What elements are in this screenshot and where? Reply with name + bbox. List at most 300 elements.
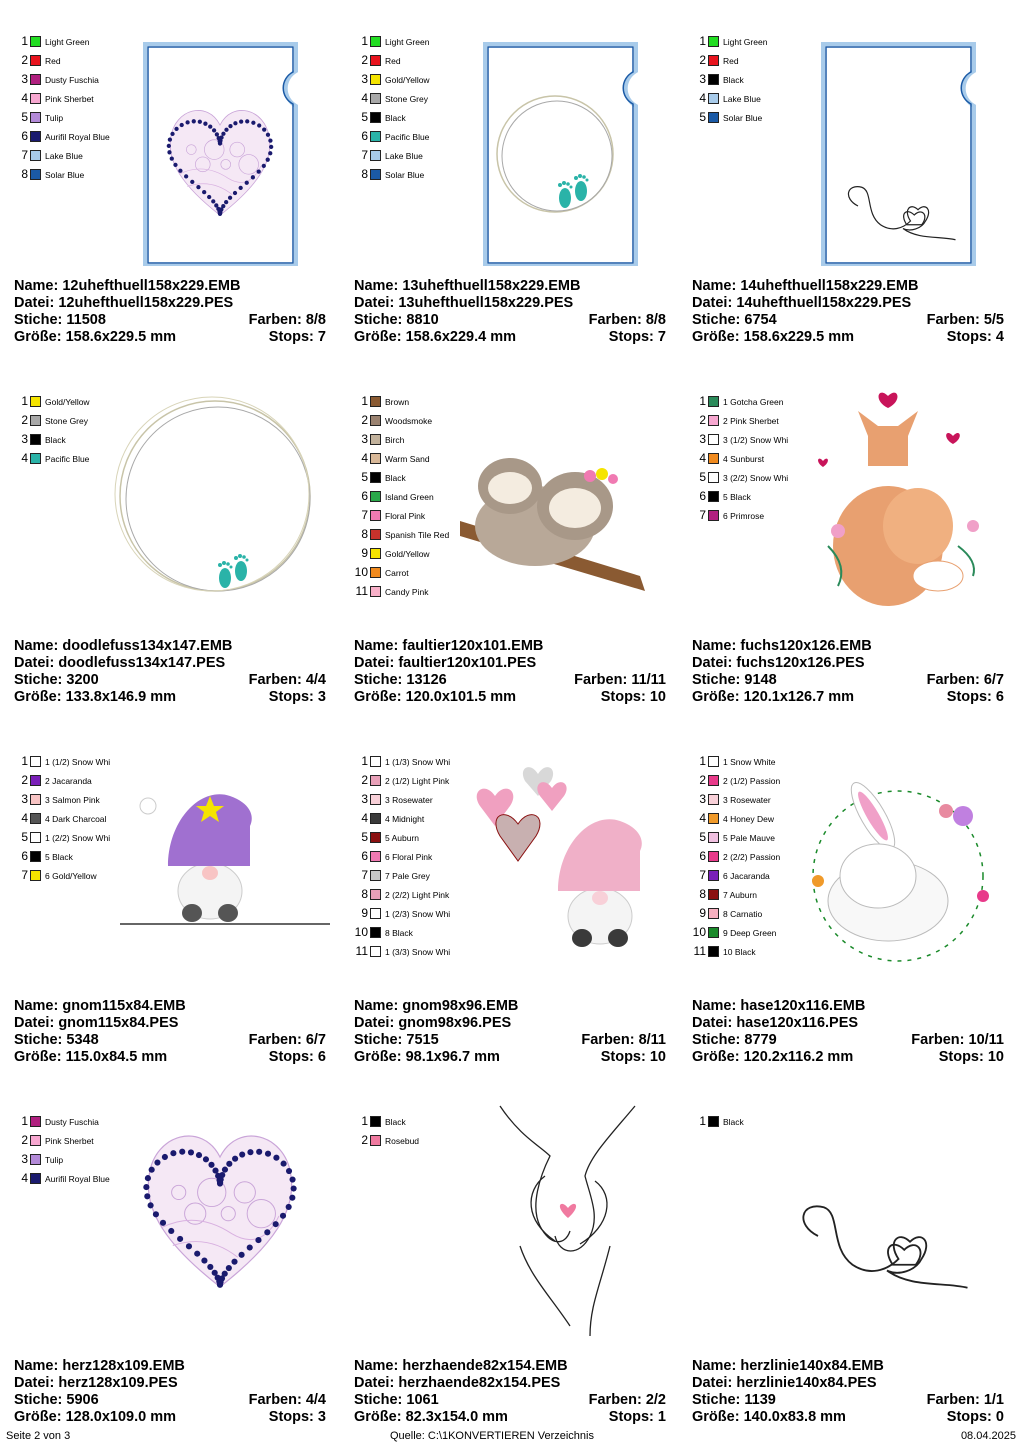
stop-count: Stops: 0	[946, 1409, 1004, 1425]
design-file: Datei: herzhaende82x154.PES	[354, 1375, 561, 1391]
color-name: Lake Blue	[723, 93, 761, 104]
color-name: Aurifil Royal Blue	[45, 1173, 110, 1184]
color-name: Pink Sherbet	[45, 1135, 94, 1146]
design-name: Name: faultier120x101.EMB	[354, 638, 544, 654]
heartline-folder-icon	[778, 16, 1008, 266]
design-file: Datei: herzlinie140x84.PES	[692, 1375, 877, 1391]
design-info	[14, 1358, 326, 1426]
color-swatch	[30, 93, 41, 104]
color-name: Black	[385, 472, 406, 483]
design-info	[354, 1358, 666, 1426]
color-name: Light Green	[385, 36, 430, 47]
design-file: Datei: hase120x116.PES	[692, 1015, 859, 1031]
color-number: 2	[361, 1133, 368, 1147]
color-name: 1 (1/3) Snow Whi	[385, 756, 451, 767]
color-name: Solar Blue	[45, 169, 85, 180]
color-number: 8	[361, 887, 368, 901]
color-name: 1 Gotcha Green	[723, 396, 784, 407]
design-size: Größe: 158.6x229.5 mm	[692, 329, 855, 345]
color-name: Floral Pink	[385, 510, 426, 521]
design-file: Datei: 13uhefthuell158x229.PES	[354, 295, 574, 311]
color-swatch	[30, 55, 41, 66]
color-swatch	[370, 927, 381, 938]
color-number: 2	[699, 413, 706, 427]
color-count: Farben: 10/11	[911, 1032, 1004, 1048]
design-size: Größe: 115.0x84.5 mm	[14, 1049, 168, 1065]
color-count: Farben: 4/4	[248, 672, 326, 688]
color-number: 8	[361, 527, 368, 541]
color-number: 11	[693, 944, 706, 958]
color-number: 2	[21, 1133, 28, 1147]
design-info	[14, 278, 326, 346]
color-swatch	[708, 1116, 719, 1127]
color-swatch	[370, 775, 381, 786]
color-name: Gold/Yellow	[385, 548, 430, 559]
footer-date: 08.04.2025	[960, 1430, 1016, 1442]
color-number: 10	[354, 565, 368, 579]
color-number: 2	[21, 773, 28, 787]
design-file: Datei: doodlefuss134x147.PES	[14, 655, 226, 671]
color-name: Brown	[385, 396, 410, 407]
color-number: 3	[21, 1152, 28, 1166]
color-name: 2 (1/2) Passion	[723, 775, 781, 786]
color-name: 2 (1/2) Light Pink	[385, 775, 450, 786]
color-number: 1	[21, 34, 28, 48]
design-info	[14, 638, 326, 706]
color-name: Candy Pink	[385, 586, 429, 597]
color-swatch	[370, 851, 381, 862]
color-number: 10	[692, 925, 706, 939]
design-card	[0, 728, 338, 1088]
color-name: 5 Black	[723, 491, 751, 502]
color-number: 7	[361, 868, 368, 882]
stop-count: Stops: 3	[268, 689, 326, 705]
color-swatch	[370, 567, 381, 578]
color-number: 3	[699, 792, 706, 806]
stitch-count: Stiche: 7515	[354, 1032, 439, 1048]
color-swatch	[370, 529, 381, 540]
design-file: Datei: 14uhefthuell158x229.PES	[692, 295, 912, 311]
color-number: 6	[699, 489, 706, 503]
color-swatch	[30, 396, 41, 407]
color-swatch	[708, 908, 719, 919]
color-name: Red	[385, 55, 401, 66]
color-swatch	[370, 756, 381, 767]
color-count: Farben: 1/1	[926, 1392, 1004, 1408]
color-number: 3	[361, 432, 368, 446]
color-swatch	[708, 93, 719, 104]
color-swatch	[708, 756, 719, 767]
color-count: Farben: 6/7	[926, 672, 1004, 688]
color-number: 7	[699, 508, 706, 522]
color-name: Black	[385, 1116, 406, 1127]
design-file: Datei: gnom98x96.PES	[354, 1015, 512, 1031]
design-size: Größe: 128.0x109.0 mm	[14, 1409, 177, 1425]
color-number: 4	[21, 811, 28, 825]
color-number: 5	[699, 830, 706, 844]
color-swatch	[708, 794, 719, 805]
design-info	[692, 1358, 1004, 1426]
design-file: Datei: fuchs120x126.PES	[692, 655, 865, 671]
stop-count: Stops: 10	[600, 1049, 666, 1065]
color-name: Aurifil Royal Blue	[45, 131, 110, 142]
color-swatch	[708, 396, 719, 407]
color-number: 4	[699, 91, 706, 105]
color-swatch	[30, 870, 41, 881]
color-number: 1	[699, 1114, 706, 1128]
color-name: Lake Blue	[385, 150, 423, 161]
design-info	[692, 638, 1004, 706]
color-swatch	[370, 794, 381, 805]
color-number: 4	[361, 451, 368, 465]
design-file: Datei: gnom115x84.PES	[14, 1015, 179, 1031]
color-name: Spanish Tile Red	[385, 529, 450, 540]
design-size: Größe: 133.8x146.9 mm	[14, 689, 177, 705]
color-name: 2 Pink Sherbet	[723, 415, 779, 426]
color-swatch	[370, 131, 381, 142]
design-card	[340, 368, 678, 728]
color-swatch	[30, 832, 41, 843]
color-name: 3 (1/2) Snow Whi	[723, 434, 789, 445]
design-card	[340, 8, 678, 368]
color-swatch	[370, 396, 381, 407]
color-count: Farben: 8/8	[248, 312, 326, 328]
color-swatch	[370, 908, 381, 919]
color-swatch	[708, 832, 719, 843]
color-swatch	[370, 453, 381, 464]
color-number: 7	[361, 508, 368, 522]
design-name: Name: herz128x109.EMB	[14, 1358, 185, 1374]
color-swatch	[30, 169, 41, 180]
color-name: 4 Midnight	[385, 813, 425, 824]
design-card	[678, 368, 1016, 728]
color-number: 8	[21, 167, 28, 181]
color-number: 1	[21, 754, 28, 768]
color-name: Woodsmoke	[385, 415, 433, 426]
color-swatch	[30, 1116, 41, 1127]
color-number: 7	[21, 148, 28, 162]
design-name: Name: gnom98x96.EMB	[354, 998, 519, 1014]
design-name: Name: herzlinie140x84.EMB	[692, 1358, 884, 1374]
color-name: Dusty Fuschia	[45, 1116, 99, 1127]
color-number: 7	[699, 868, 706, 882]
color-swatch	[708, 36, 719, 47]
color-number: 4	[361, 811, 368, 825]
color-swatch	[370, 586, 381, 597]
color-number: 1	[699, 754, 706, 768]
design-info	[354, 278, 666, 346]
color-swatch	[370, 548, 381, 559]
color-swatch	[30, 434, 41, 445]
color-number: 4	[21, 91, 28, 105]
color-number: 9	[361, 546, 368, 560]
color-name: 3 (2/2) Snow Whi	[723, 472, 789, 483]
color-name: 6 Gold/Yellow	[45, 870, 97, 881]
color-name: 7 Auburn	[723, 889, 758, 900]
footer-source: Quelle: C:\1KONVERTIEREN Verzeichnis	[390, 1430, 594, 1442]
stitch-count: Stiche: 13126	[354, 672, 447, 688]
design-card	[678, 8, 1016, 368]
color-swatch	[30, 794, 41, 805]
stitch-count: Stiche: 1061	[354, 1392, 439, 1408]
color-swatch	[708, 491, 719, 502]
color-swatch	[30, 851, 41, 862]
color-name: Light Green	[45, 36, 90, 47]
color-name: Pacific Blue	[45, 453, 90, 464]
design-file: Datei: 12uhefthuell158x229.PES	[14, 295, 234, 311]
color-count: Farben: 6/7	[248, 1032, 326, 1048]
color-swatch	[708, 870, 719, 881]
color-number: 6	[361, 489, 368, 503]
color-swatch	[708, 55, 719, 66]
color-swatch	[30, 36, 41, 47]
design-name: Name: 13uhefthuell158x229.EMB	[354, 278, 581, 294]
color-swatch	[708, 946, 719, 957]
stitch-count: Stiche: 11508	[14, 312, 106, 328]
color-number: 4	[361, 91, 368, 105]
color-swatch	[370, 889, 381, 900]
fox-icon	[778, 376, 1008, 626]
design-size: Größe: 82.3x154.0 mm	[354, 1409, 508, 1425]
color-number: 11	[355, 944, 368, 958]
color-number: 10	[354, 925, 368, 939]
color-swatch	[30, 1173, 41, 1184]
color-name: 2 Jacaranda	[45, 775, 92, 786]
color-name: Lake Blue	[45, 150, 83, 161]
color-swatch	[30, 150, 41, 161]
stitch-count: Stiche: 6754	[692, 312, 777, 328]
color-name: 7 Pale Grey	[385, 870, 430, 881]
design-name: Name: hase120x116.EMB	[692, 998, 866, 1014]
color-name: 8 Carnatio	[723, 908, 763, 919]
design-card	[678, 1088, 1016, 1448]
color-swatch	[370, 946, 381, 957]
color-name: Red	[723, 55, 739, 66]
color-number: 1	[699, 34, 706, 48]
color-count: Farben: 8/8	[588, 312, 666, 328]
color-swatch	[708, 415, 719, 426]
color-swatch	[708, 889, 719, 900]
design-card	[678, 728, 1016, 1088]
color-swatch	[370, 870, 381, 881]
gnome-balloons-icon	[440, 736, 670, 986]
color-count: Farben: 4/4	[248, 1392, 326, 1408]
color-name: Solar Blue	[723, 112, 763, 123]
color-name: 4 Honey Dew	[723, 813, 775, 824]
feet-folder-icon	[440, 16, 670, 266]
stop-count: Stops: 3	[268, 1409, 326, 1425]
color-swatch	[370, 74, 381, 85]
design-card	[340, 1088, 678, 1448]
design-info	[692, 278, 1004, 346]
color-number: 1	[699, 394, 706, 408]
stitch-count: Stiche: 8810	[354, 312, 439, 328]
color-number: 1	[21, 394, 28, 408]
color-number: 1	[361, 34, 368, 48]
stitch-count: Stiche: 1139	[692, 1392, 776, 1408]
color-swatch	[30, 112, 41, 123]
color-name: 1 (2/3) Snow Whi	[385, 908, 451, 919]
color-swatch	[370, 55, 381, 66]
color-swatch	[370, 36, 381, 47]
design-size: Größe: 120.2x116.2 mm	[692, 1049, 854, 1065]
color-swatch	[370, 832, 381, 843]
heart-mandala-icon	[100, 1096, 330, 1346]
color-number: 1	[361, 754, 368, 768]
color-number: 5	[21, 830, 28, 844]
color-number: 5	[361, 470, 368, 484]
color-number: 6	[361, 129, 368, 143]
color-number: 9	[361, 906, 368, 920]
color-number: 2	[699, 773, 706, 787]
color-number: 3	[361, 72, 368, 86]
color-number: 3	[21, 792, 28, 806]
color-name: Carrot	[385, 567, 409, 578]
color-name: 1 (3/3) Snow Whi	[385, 946, 451, 957]
color-number: 6	[21, 849, 28, 863]
color-number: 1	[361, 1114, 368, 1128]
color-number: 3	[21, 72, 28, 86]
design-name: Name: doodlefuss134x147.EMB	[14, 638, 233, 654]
color-name: Rosebud	[385, 1135, 420, 1146]
color-swatch	[708, 775, 719, 786]
color-name: Stone Grey	[45, 415, 88, 426]
color-number: 2	[361, 53, 368, 67]
stitch-count: Stiche: 8779	[692, 1032, 777, 1048]
color-swatch	[708, 434, 719, 445]
color-name: 1 (2/2) Snow Whi	[45, 832, 111, 843]
color-swatch	[708, 851, 719, 862]
color-number: 7	[21, 868, 28, 882]
design-info	[354, 638, 666, 706]
design-size: Größe: 120.1x126.7 mm	[692, 689, 855, 705]
color-swatch	[708, 510, 719, 521]
design-name: Name: gnom115x84.EMB	[14, 998, 186, 1014]
color-name: Birch	[385, 434, 405, 445]
design-card	[0, 1088, 338, 1448]
color-swatch	[370, 1116, 381, 1127]
color-swatch	[30, 813, 41, 824]
design-file: Datei: faultier120x101.PES	[354, 655, 537, 671]
color-name: 10 Black	[723, 946, 756, 957]
color-number: 5	[699, 470, 706, 484]
heart-folder-icon	[100, 16, 330, 266]
design-name: Name: 12uhefthuell158x229.EMB	[14, 278, 241, 294]
doodle-feet-icon	[100, 376, 330, 626]
color-name: Island Green	[385, 491, 434, 502]
color-swatch	[30, 1135, 41, 1146]
color-name: 6 Jacaranda	[723, 870, 770, 881]
design-info	[692, 998, 1004, 1066]
design-size: Größe: 158.6x229.4 mm	[354, 329, 517, 345]
color-count: Farben: 11/11	[574, 672, 666, 688]
design-card	[0, 368, 338, 728]
color-name: 4 Sunburst	[723, 453, 765, 464]
color-number: 2	[21, 413, 28, 427]
stop-count: Stops: 7	[268, 329, 326, 345]
color-swatch	[370, 472, 381, 483]
color-name: Black	[385, 112, 406, 123]
color-number: 1	[21, 1114, 28, 1128]
color-name: 8 Black	[385, 927, 413, 938]
color-number: 2	[361, 413, 368, 427]
color-number: 5	[361, 110, 368, 124]
bunny-wreath-icon	[778, 736, 1008, 986]
color-name: Light Green	[723, 36, 768, 47]
color-number: 3	[699, 432, 706, 446]
design-name: Name: herzhaende82x154.EMB	[354, 1358, 568, 1374]
color-name: 3 Salmon Pink	[45, 794, 100, 805]
stop-count: Stops: 10	[938, 1049, 1004, 1065]
color-name: Stone Grey	[385, 93, 428, 104]
color-name: Pink Sherbet	[45, 93, 94, 104]
color-swatch	[708, 472, 719, 483]
gnome-purple-icon	[100, 736, 330, 986]
color-name: Gold/Yellow	[385, 74, 430, 85]
design-info	[14, 998, 326, 1066]
heart-hands-icon	[440, 1096, 670, 1346]
color-name: 6 Floral Pink	[385, 851, 433, 862]
color-number: 8	[361, 167, 368, 181]
stitch-count: Stiche: 5906	[14, 1392, 99, 1408]
color-count: Farben: 2/2	[588, 1392, 666, 1408]
color-name: Red	[45, 55, 61, 66]
color-swatch	[30, 756, 41, 767]
design-card	[340, 728, 678, 1088]
stop-count: Stops: 6	[268, 1049, 326, 1065]
color-name: Black	[723, 74, 744, 85]
color-number: 5	[21, 110, 28, 124]
color-swatch	[370, 1135, 381, 1146]
color-swatch	[708, 927, 719, 938]
color-name: 2 (2/2) Light Pink	[385, 889, 450, 900]
color-count: Farben: 8/11	[581, 1032, 666, 1048]
color-swatch	[370, 169, 381, 180]
color-number: 8	[699, 887, 706, 901]
color-swatch	[370, 150, 381, 161]
color-number: 3	[21, 432, 28, 446]
design-size: Größe: 120.0x101.5 mm	[354, 689, 517, 705]
color-name: 5 Pale Mauve	[723, 832, 775, 843]
color-name: 5 Black	[45, 851, 73, 862]
color-number: 4	[21, 451, 28, 465]
color-swatch	[370, 510, 381, 521]
color-swatch	[370, 415, 381, 426]
color-name: Tulip	[45, 112, 64, 123]
color-swatch	[30, 131, 41, 142]
color-swatch	[30, 453, 41, 464]
color-number: 11	[355, 584, 368, 598]
color-swatch	[30, 1154, 41, 1165]
color-name: Tulip	[45, 1154, 64, 1165]
color-number: 9	[699, 906, 706, 920]
color-name: Pacific Blue	[385, 131, 430, 142]
design-size: Größe: 98.1x96.7 mm	[354, 1049, 500, 1065]
color-name: 4 Dark Charcoal	[45, 813, 107, 824]
color-name: 1 Snow White	[723, 756, 776, 767]
color-swatch	[30, 74, 41, 85]
color-number: 5	[361, 830, 368, 844]
design-name: Name: 14uhefthuell158x229.EMB	[692, 278, 919, 294]
color-number: 7	[361, 148, 368, 162]
sloth-icon	[440, 376, 670, 626]
color-number: 4	[21, 1171, 28, 1185]
color-swatch	[708, 813, 719, 824]
stitch-count: Stiche: 5348	[14, 1032, 99, 1048]
stop-count: Stops: 4	[946, 329, 1004, 345]
color-number: 2	[21, 53, 28, 67]
color-number: 4	[699, 451, 706, 465]
